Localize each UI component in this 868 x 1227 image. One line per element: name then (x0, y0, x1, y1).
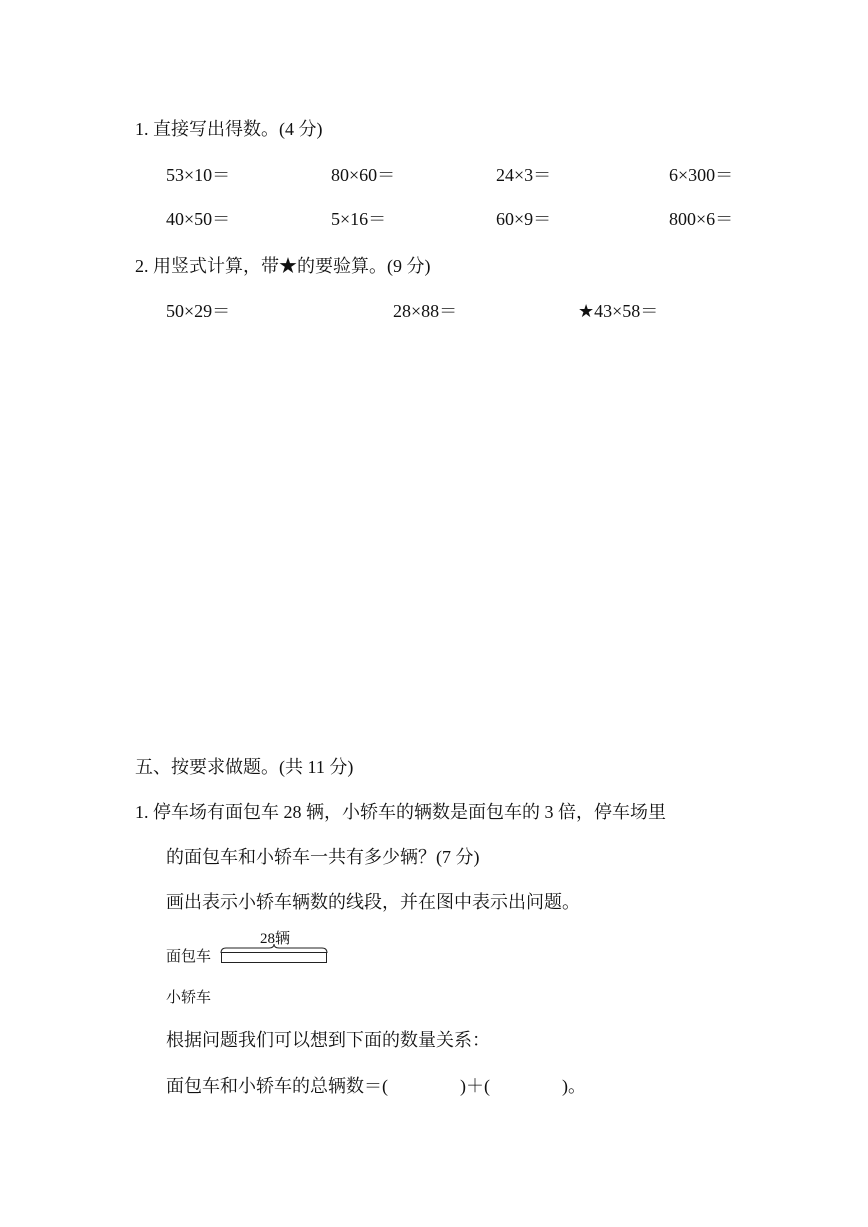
calc-item: 60×9＝ (496, 209, 552, 229)
question-2-title: 2. 用竖式计算，带★的要验算。(9 分) (135, 256, 431, 276)
section-5-title: 五、按要求做题。(共 11 分) (135, 757, 354, 777)
word-problem-line-1: 1. 停车场有面包车 28 辆，小轿车的辆数是面包车的 3 倍，停车场里 (135, 802, 666, 822)
van-line-segment (221, 952, 327, 963)
vertical-calc-item: 28×88＝ (393, 301, 458, 321)
calc-item: 40×50＝ (166, 209, 231, 229)
drawing-instruction: 画出表示小轿车辆数的线段，并在图中表示出问题。 (166, 892, 580, 912)
van-amount-label: 28辆 (260, 931, 291, 947)
relation-formula: 面包车和小轿车的总辆数＝( )＋( )。 (166, 1076, 586, 1096)
calc-item: 24×3＝ (496, 165, 552, 185)
word-problem-line-2: 的面包车和小轿车一共有多少辆？(7 分) (166, 847, 480, 867)
calc-item: 53×10＝ (166, 165, 231, 185)
calc-item: 800×6＝ (669, 209, 734, 229)
question-1-title: 1. 直接写出得数。(4 分) (135, 119, 323, 139)
car-label: 小轿车 (166, 990, 212, 1006)
relation-intro: 根据问题我们可以想到下面的数量关系： (166, 1030, 490, 1050)
vertical-calc-item-starred: ★43×58＝ (578, 301, 659, 321)
calc-item: 5×16＝ (331, 209, 387, 229)
van-label: 面包车 (166, 949, 212, 965)
calc-item: 6×300＝ (669, 165, 734, 185)
vertical-calc-item: 50×29＝ (166, 301, 231, 321)
calc-item: 80×60＝ (331, 165, 396, 185)
